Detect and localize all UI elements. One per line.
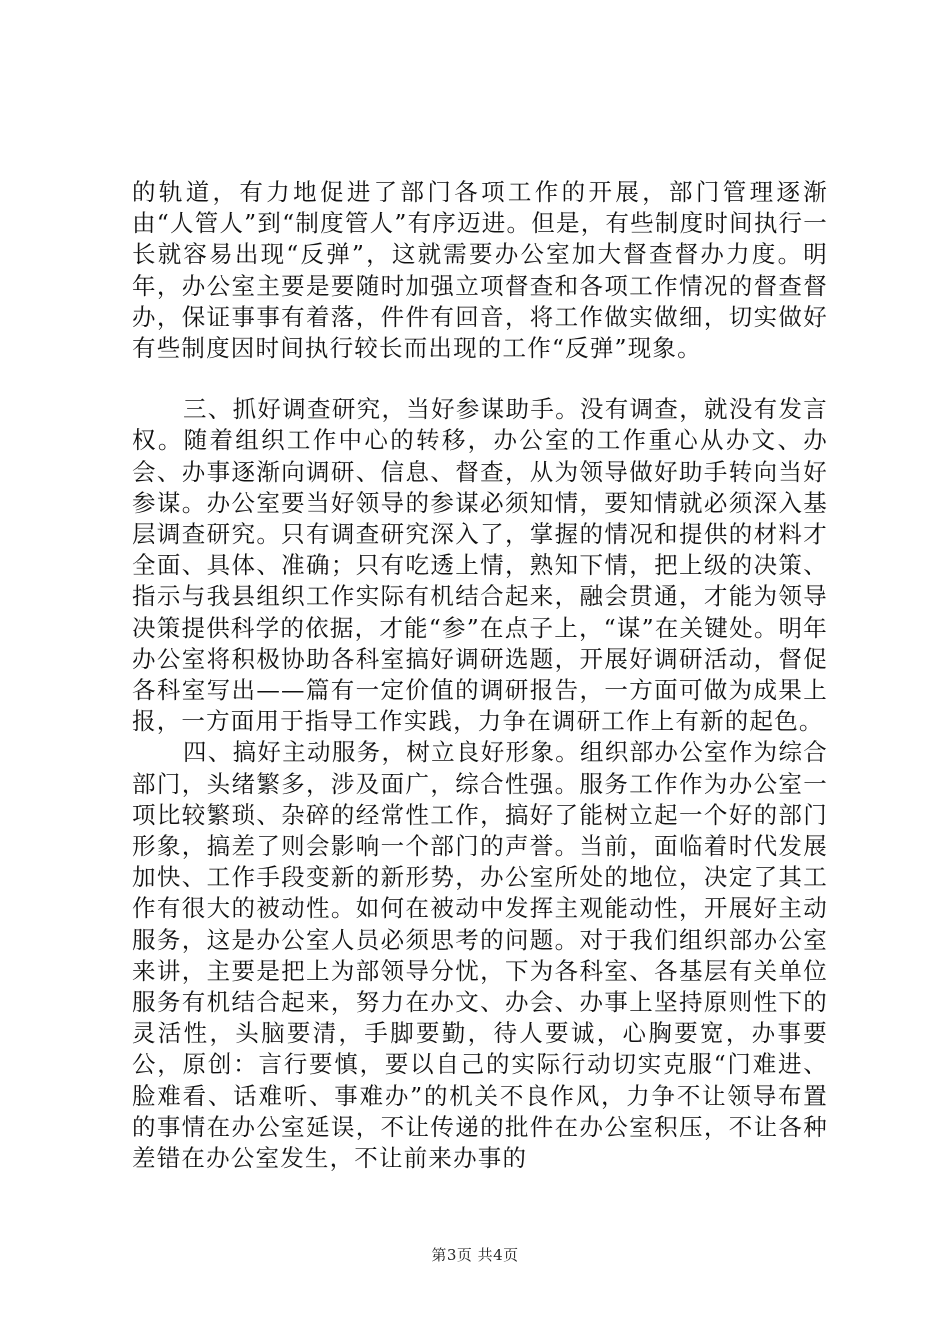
paragraph-section-four: 四、搞好主动服务，树立良好形象。组织部办公室作为综合部门，头绪繁多，涉及面广，综合性强。服务工作作为办公室一项比较繁琐、杂碎的经常性工作，搞好了能树立起一个好的部门形象，搞差了则会影响一个部门的声誉。当前，面临着时代发展加快、工作手段变新的新形势，办公室所处的地位，决定了其工作有很大的被动性。如何在被动中发挥主观能动性，开展好主动服务，这是办公室人员必须思考的问题。对于我们组织部办公室来讲，主要是把上为部领导分忧，下为各科室、各基层有关单位服务有机结合起来，努力在办文、办会、办事上坚持原则性下的灵活性，头脑要清，手脚要勤，待人要诚，心胸要宽，办事要公，原创：言行要慎，要以自己的实际行动切实克服“门难进、脸难看、话难听、事难办”的机关不良作风，力争不让领导布置的事情在办公室延误，不让传递的批件在办公室积压，不让各种差错在办公室发生，不让前来办事的 — [132, 738, 828, 1173]
paragraph-continuation: 的轨道，有力地促进了部门各项工作的开展，部门管理逐渐由“人管人”到“制度管人”有序迈进。但是，有些制度时间执行一长就容易出现“反弹”，这就需要办公室加大督查督办力度。明年，办公室主要是要随时加强立项督查和各项工作情况的督查督办，保证事事有着落，件件有回音，将工作做实做细，切实做好有些制度因时间执行较长而出现的工作“反弹”现象。 — [132, 178, 828, 363]
paragraph-gap — [132, 364, 828, 394]
page-number-footer: 第3页 共4页 — [431, 1246, 519, 1264]
paragraph-section-three: 三、抓好调查研究，当好参谋助手。没有调查，就没有发言权。随着组织工作中心的转移，办公室的工作重心从办文、办会、办事逐渐向调研、信息、督查，从为领导做好助手转向当好参谋。办公室要当好领导的参谋必须知情，要知情就必须深入基层调查研究。只有调查研究深入了，掌握的情况和提供的材料才全面、具体、准确；只有吃透上情，熟知下情，把上级的决策、指示与我县组织工作实际有机结合起来，融会贯通，才能为领导决策提供科学的依据，才能“参”在点子上，“谋”在关键处。明年办公室将积极协助各科室搞好调研选题，开展好调研活动，督促各科室写出——篇有一定价值的调研报告，一方面可做为成果上报，一方面用于指导工作实践，力争在调研工作上有新的起色。 — [132, 395, 828, 736]
document-body — [132, 177, 828, 1174]
